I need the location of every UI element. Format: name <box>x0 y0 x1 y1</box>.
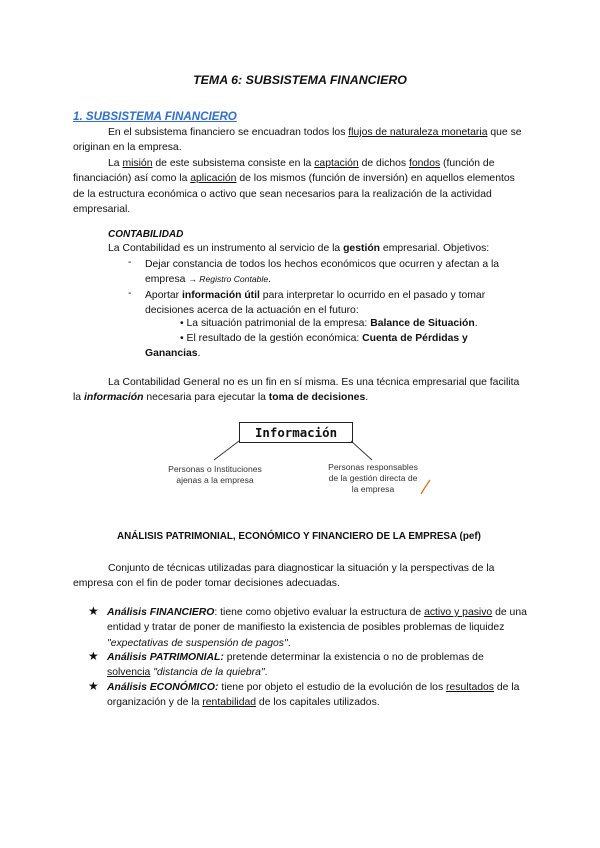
analisis-item-financiero: Análisis FINANCIERO: tiene como objetivo evaluar la estructura de activo y pasivo de una entidad y tratar de poner de manifiesto la existencia de posibles problemas de liquidez "expectativas de suspensión de pagos". <box>107 607 527 649</box>
diagram-label-internos: Personas responsables de la gestión directa de la empresa <box>328 462 418 494</box>
paragraph-analisis-intro: Conjunto de técnicas utilizadas para diagnosticar la situación y la perspectivas de la empresa con el fin de poder tomar decisiones adecuadas. <box>73 563 495 590</box>
diagram-informacion-box: Información <box>239 422 353 443</box>
contabilidad-intro: La Contabilidad es un instrumento al servicio de la gestión empresarial. Objetivos: <box>108 243 490 254</box>
list-dash: - <box>128 257 132 268</box>
analisis-item-economico: Análisis ECONÓMICO: tiene por objeto el estudio de la evolución de los resultados de la organización y de la rentabilidad de los capitales utilizados. <box>107 682 520 709</box>
list-item-informacion: Aportar información útil para interpretar lo ocurrido en el pasado y tomar decisiones acerca de la actuación en el futuro: <box>145 290 486 317</box>
page-title: TEMA 6: SUBSISTEMA FINANCIERO <box>193 73 407 87</box>
paragraph-flujos: En el subsistema financiero se encuadran todos los flujos de naturaleza monetaria que se originan en la empresa. <box>73 127 522 154</box>
diagram-line-right <box>351 441 372 460</box>
list-dash: - <box>128 288 132 299</box>
sub-item-balance: • La situación patrimonial de la empresa: Balance de Situación. <box>180 318 478 329</box>
list-item-registro: Dejar constancia de todos los hechos económicos que ocurren y afectan a la empresa → Registro Contable. <box>145 259 500 286</box>
star-bullet-icon: ★ <box>88 604 99 618</box>
diagram-label-externos: Personas o Instituciones ajenas a la empresa <box>168 464 262 485</box>
paragraph-contabilidad-general: La Contabilidad General no es un fin en sí misma. Es una técnica empresarial que facilita la información necesaria para ejecutar la toma de decisiones. <box>73 377 520 404</box>
star-bullet-icon: ★ <box>88 649 99 663</box>
section-heading-subsistema: 1. SUBSISTEMA FINANCIERO <box>73 110 237 123</box>
subheading-contabilidad: CONTABILIDAD <box>108 229 184 240</box>
star-bullet-icon: ★ <box>88 679 99 693</box>
diagram-line-left <box>214 441 239 460</box>
analisis-item-patrimonial: Análisis PATRIMONIAL: pretende determinar la existencia o no de problemas de solvencia "distancia de la quiebra". <box>107 652 484 679</box>
paragraph-mision: La misión de este subsistema consiste en la captación de dichos fondos (función de financiación) así como la aplicación de los mismos (función de inversión) en aquellos elementos de la estructura económica o activo que sean necesarios para la realización de la actividad empresarial. <box>73 158 515 215</box>
sub-item-cuenta-cont: Ganancias. <box>145 348 201 359</box>
heading-analisis: ANÁLISIS PATRIMONIAL, ECONÓMICO Y FINANCIERO DE LA EMPRESA (pef) <box>117 531 481 542</box>
sub-item-cuenta: • El resultado de la gestión económica: Cuenta de Pérdidas y <box>180 333 468 344</box>
